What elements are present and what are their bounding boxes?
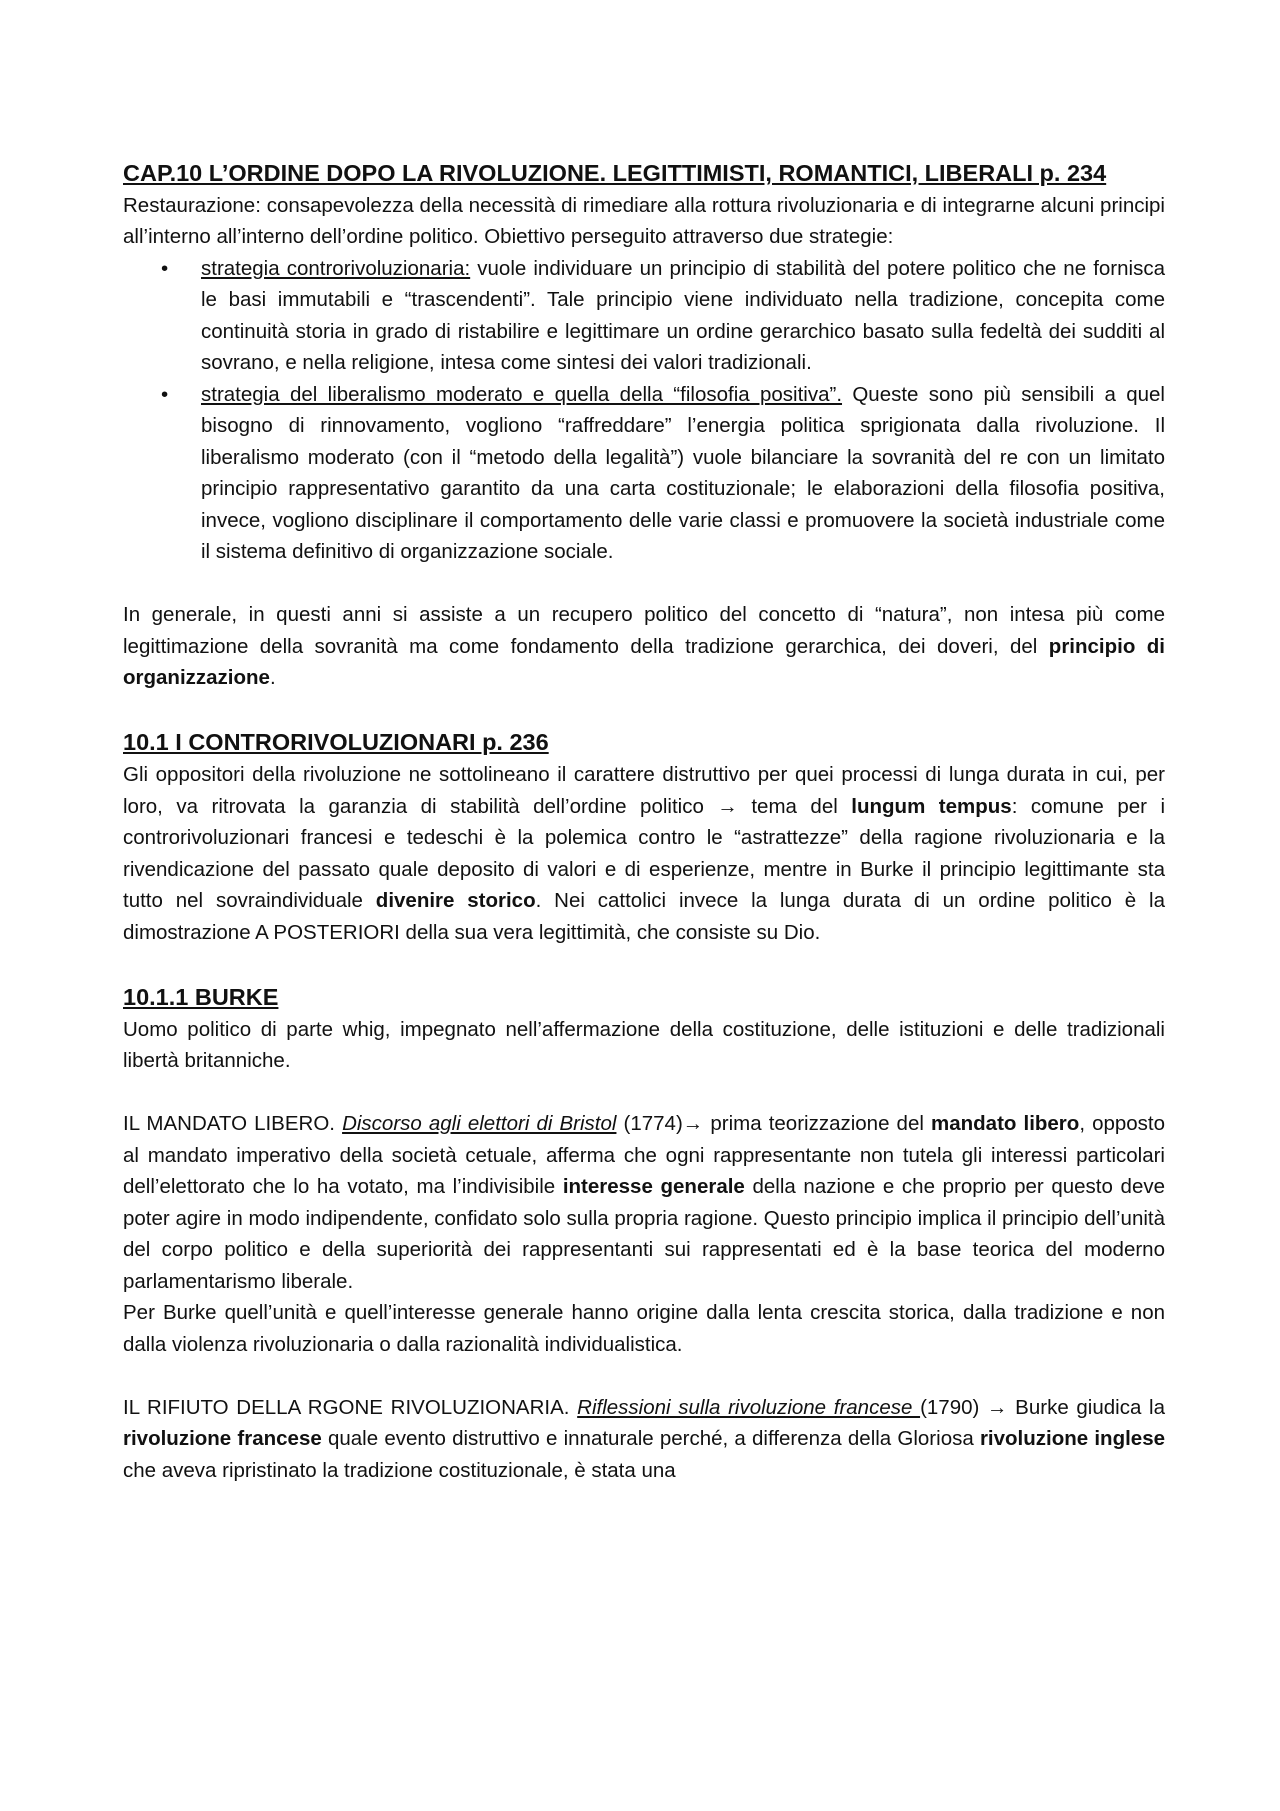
text-run: IL RIFIUTO DELLA RGONE RIVOLUZIONARIA. — [123, 1395, 578, 1419]
arrow-icon: → — [717, 794, 738, 818]
text-run: . — [269, 666, 276, 689]
spacer — [123, 568, 1165, 600]
text-run: della nazione e che proprio per questo deve poter agire in modo indipendente, confidato solo sulla propria ragione. Questo principio implica il principio dell’unità del corpo politico e della superiorità dei rappresentanti sui rappresentati ed è la base teorica del moderno parlamentarismo liberale. — [123, 1175, 1165, 1293]
text-run: IL MANDATO LIBERO. — [123, 1112, 343, 1135]
intro-paragraph: Restaurazione: consapevolezza della necessità di rimediare alla rottura rivoluzionaria e di integrarne alcuni principi all’interno all’interno dell’ordine politico. Obiettivo perseguito attraverso due strategie: — [123, 193, 1165, 248]
bold-run: divenire storico — [375, 889, 536, 912]
spacer — [123, 1360, 1165, 1392]
strategies-list — [123, 253, 1165, 568]
document-page — [123, 158, 1165, 1486]
chapter-title: CAP.10 L’ORDINE DOPO LA RIVOLUZIONE. LEGITTIMISTI, ROMANTICI, LIBERALI p. 234 — [123, 160, 1107, 186]
arrow-icon: → — [682, 1112, 704, 1135]
text-run: (1790) — [920, 1395, 987, 1419]
spacer — [123, 948, 1165, 980]
spacer — [123, 694, 1165, 726]
bold-run: rivoluzione francese — [123, 1427, 322, 1450]
text-run: che aveva ripristinato la tradizione costituzionale, è stata una — [123, 1458, 676, 1482]
strategy-label: strategia del liberalismo moderato e quella della “filosofia positiva”. — [201, 382, 843, 406]
strategy-text: Queste sono più sensibili a quel bisogno di rinnovamento, vogliono “raffreddare” l’energia politica sprigionata dalla rivoluzione. Il liberalismo moderato (con il “metodo della legalità”) vuole bilanciare la sovranità del re con un limitato principio rappresentativo garantito da una carta costituzionale; le elaborazioni della filosofia positiva, invece, vogliono disciplinare il comportamento delle varie classi e promuovere la società industriale come il sistema definitivo di organizzazione sociale. — [201, 382, 1165, 563]
general-paragraph — [123, 599, 1165, 694]
text-run: Burke giudica la — [1007, 1395, 1165, 1419]
list-item — [123, 379, 1165, 568]
section-heading: 10.1 I CONTRORIVOLUZIONARI p. 236 — [123, 729, 549, 755]
bold-run: mandato libero — [931, 1112, 1080, 1135]
work-title: Discorso agli elettori di Bristol — [342, 1112, 617, 1135]
controrivoluzionari-paragraph — [123, 759, 1165, 948]
bold-run: principio di organizzazione — [123, 634, 1166, 689]
text-run: In generale, in questi anni si assiste a un recupero politico del concetto di “natura”, non intesa più come legittimazione della sovranità ma come fondamento della tradizione gerarchica, dei doveri, del — [123, 603, 1165, 658]
arrow-icon: → — [987, 1395, 1008, 1419]
rifiuto-paragraph — [123, 1392, 1165, 1487]
bullet-icon: • — [161, 382, 169, 406]
mandato-paragraph — [123, 1108, 1165, 1297]
text-run: , opposto al mandato imperativo della società cetuale, afferma che ogni rappresentante non tutela gli interessi particolari dell’elettorato che lo ha votato, ma l’indivisibile — [123, 1112, 1166, 1198]
text-run: prima teorizzazione del — [703, 1112, 931, 1135]
bold-run: lungum tempus — [851, 794, 1012, 818]
burke-intro-paragraph: Uomo politico di parte whig, impegnato nell’affermazione della costituzione, delle istituzioni e delle tradizionali libertà britanniche. — [123, 1017, 1165, 1072]
work-title: Riflessioni sulla rivoluzione francese — [577, 1395, 921, 1419]
list-item — [123, 253, 1165, 379]
strategy-text: vuole individuare un principio di stabilità del potere politico che ne fornisca le basi immutabili e “trascendenti”. Tale principio viene individuato nella tradizione, concepita come continuità storia in grado di ristabilire e legittimare un ordine gerarchico basato sulla fedeltà dei sudditi al sovrano, e nella religione, intesa come sintesi dei valori tradizionali. — [201, 256, 1165, 374]
text-run: quale evento distruttivo e innaturale perché, a differenza della Gloriosa — [321, 1427, 980, 1450]
bold-run: interesse generale — [562, 1175, 745, 1198]
text-run: : comune per i controrivoluzionari francesi e tedeschi è la polemica contro le “astrattezze” della ragione rivoluzionaria e la rivendicazione del passato quale deposito di valori e di esperienze, mentre in Burke il principio legittimante sta tutto nel sovraindividuale — [123, 794, 1165, 912]
mandato-paragraph-2: Per Burke quell’unità e quell’interesse generale hanno origine dalla lenta crescita storica, dalla tradizione e non dalla violenza rivoluzionaria o dalla razionalità individualistica. — [123, 1301, 1165, 1356]
bold-run: rivoluzione inglese — [979, 1427, 1166, 1450]
text-run: . Nei cattolici invece la lunga durata di un ordine politico è la dimostrazione A POSTERIORI della sua vera legittimità, che consiste su Dio. — [123, 889, 1165, 944]
strategy-label: strategia controrivoluzionaria: — [201, 256, 471, 280]
spacer — [123, 1077, 1165, 1109]
section-heading: 10.1.1 BURKE — [123, 983, 279, 1010]
text-run: Gli oppositori della rivoluzione ne sottolineano il carattere distruttivo per quei processi di lunga durata in cui, per loro, va ritrovata la garanzia di stabilità dell’ordine politico — [123, 763, 1165, 818]
text-run: tema del — [737, 794, 852, 818]
bullet-icon: • — [161, 256, 169, 280]
text-run: (1774) — [616, 1112, 683, 1135]
